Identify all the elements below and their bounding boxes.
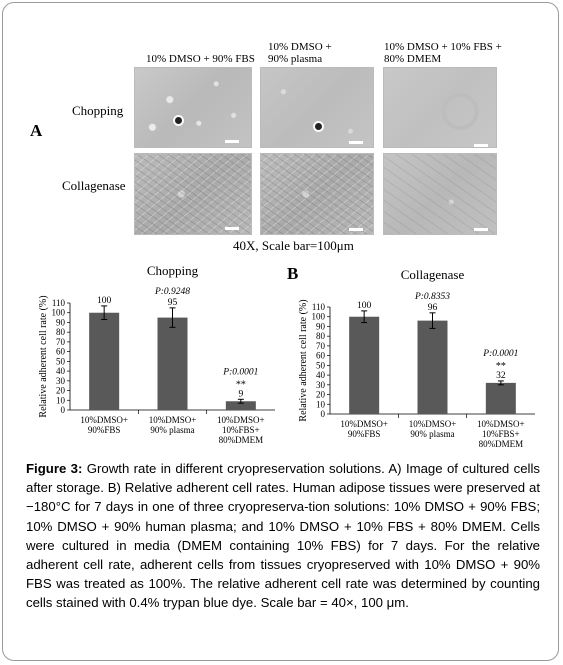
y-tick-label: 20 [316, 389, 325, 400]
y-tick-label: 100 [311, 311, 325, 322]
y-tick-label: 50 [316, 360, 325, 371]
micrograph-collagenase-plasma [260, 153, 374, 235]
micrograph-chopping-plasma [260, 67, 374, 148]
p-value-label: P:0.0001 [223, 367, 259, 378]
column-label-fbs: 10% DMSO + 90% FBS [146, 53, 255, 65]
y-tick-label: 40 [56, 366, 65, 377]
data-label: 100 [97, 295, 112, 306]
y-tick-label: 70 [56, 336, 65, 347]
micrograph-chopping-fbs [134, 67, 252, 148]
data-label: 95 [167, 297, 178, 308]
bar [89, 313, 119, 410]
bar [418, 321, 448, 414]
x-tick-label: 10%DMSO+ [148, 415, 197, 425]
chart-chopping [30, 258, 295, 445]
data-label: 9 [238, 389, 244, 400]
y-tick-label: 40 [316, 370, 325, 381]
x-tick-label: 90% plasma [150, 425, 195, 435]
caption-text: Growth rate in different cryopreservation solutions. A) Image of cultured cells after storage. B) Relative adherent cell rates. Human adipose tissues were preserved at −180°C for 7 days in one of three cryopreserva-tion solutions: 10% DMSO + 90% FBS; 10% DMSO + 90% human plasma; and 10% DMSO + 10% FBS + 80% DMEM. Cells were cultured in media (DMEM containing 10% FBS) for 7 days. For the relative adherent cell rate, adherent cells from tissues cryopreserved with 10% DMSO + 90% FBS was treated as 100%. The relative adherent cell rate was determined by counting cells stained with 0.4% trypan blue dye. Scale bar = 40×, 100 μm. [26, 461, 541, 611]
column-label-plasma: 10% DMSO + 90% plasma [268, 41, 332, 65]
chart-collagenase [290, 262, 555, 449]
row-label-chopping: Chopping [72, 103, 124, 118]
scale-bar [474, 144, 488, 147]
y-tick-label: 10 [316, 399, 325, 410]
x-tick-label: 90%FBS [87, 425, 121, 435]
y-tick-label: 90 [56, 317, 65, 328]
y-tick-label: 110 [51, 298, 65, 308]
x-tick-label: 10%DMSO+ [80, 415, 128, 425]
p-value-label: P:0.9248 [154, 286, 191, 297]
y-tick-label: 50 [56, 356, 65, 367]
y-tick-label: 20 [56, 385, 65, 396]
scale-bar [349, 141, 363, 144]
y-tick-label: 90 [316, 321, 325, 332]
p-value-label: P:0.0001 [483, 348, 519, 359]
x-tick-label: 90%FBS [347, 429, 381, 439]
chart-title: Collagenase [400, 267, 465, 282]
bar [158, 318, 188, 410]
data-label: 100 [357, 300, 372, 311]
bar [486, 383, 516, 414]
significance-label: ** [495, 360, 506, 372]
x-tick-label: 10%FBS+ [482, 429, 520, 439]
scale-bar [225, 140, 239, 143]
significance-label: ** [235, 379, 246, 391]
bar [349, 317, 379, 414]
y-tick-label: 0 [60, 405, 65, 415]
x-tick-label: 90% plasma [410, 429, 455, 439]
row-label-collagenase: Collagenase [62, 178, 126, 193]
x-tick-label: 80%DMEM [218, 435, 264, 445]
data-label: 96 [427, 302, 438, 313]
x-tick-label: 10%DMSO+ [477, 419, 525, 429]
cell-dot [313, 121, 324, 132]
panel-b-letter: B [287, 264, 299, 283]
y-tick-label: 30 [316, 379, 325, 390]
x-tick-label: 10%DMSO+ [217, 415, 265, 425]
scale-bar [474, 228, 488, 231]
chart-title: Chopping [146, 263, 199, 278]
y-tick-label: 30 [56, 375, 65, 386]
data-label: 32 [496, 370, 506, 381]
figure-label: Figure 3: [26, 461, 83, 476]
y-tick-label: 60 [56, 346, 65, 357]
micrograph-collagenase-fbs [134, 153, 252, 235]
micrograph-collagenase-dmem [383, 153, 497, 235]
panel-a-letter: A [30, 121, 43, 140]
scale-bar [349, 228, 363, 231]
y-tick-label: 70 [316, 340, 325, 351]
y-tick-label: 0 [320, 409, 325, 419]
y-tick-label: 80 [316, 331, 325, 342]
y-tick-label: 80 [56, 327, 65, 338]
figure-caption [26, 459, 540, 613]
y-axis-label: Relative adherent cell rate (%) [38, 295, 49, 418]
x-tick-label: 10%DMSO+ [340, 419, 388, 429]
x-tick-label: 10%DMSO+ [408, 419, 457, 429]
cell-dot [173, 115, 184, 126]
x-tick-label: 80%DMEM [478, 439, 524, 449]
y-tick-label: 100 [51, 307, 65, 318]
scale-bar [225, 227, 239, 230]
y-axis-label: Relative adherent cell rate (%) [298, 299, 309, 422]
micrograph-chopping-dmem [383, 67, 497, 148]
y-tick-label: 60 [316, 350, 325, 361]
x-tick-label: 10%FBS+ [222, 425, 260, 435]
y-tick-label: 110 [311, 302, 325, 312]
column-label-dmem: 10% DMSO + 10% FBS + 80% DMEM [384, 41, 502, 65]
y-tick-label: 10 [56, 395, 65, 406]
p-value-label: P:0.8353 [414, 291, 451, 302]
scale-caption: 40X, Scale bar=100μm [233, 238, 354, 253]
